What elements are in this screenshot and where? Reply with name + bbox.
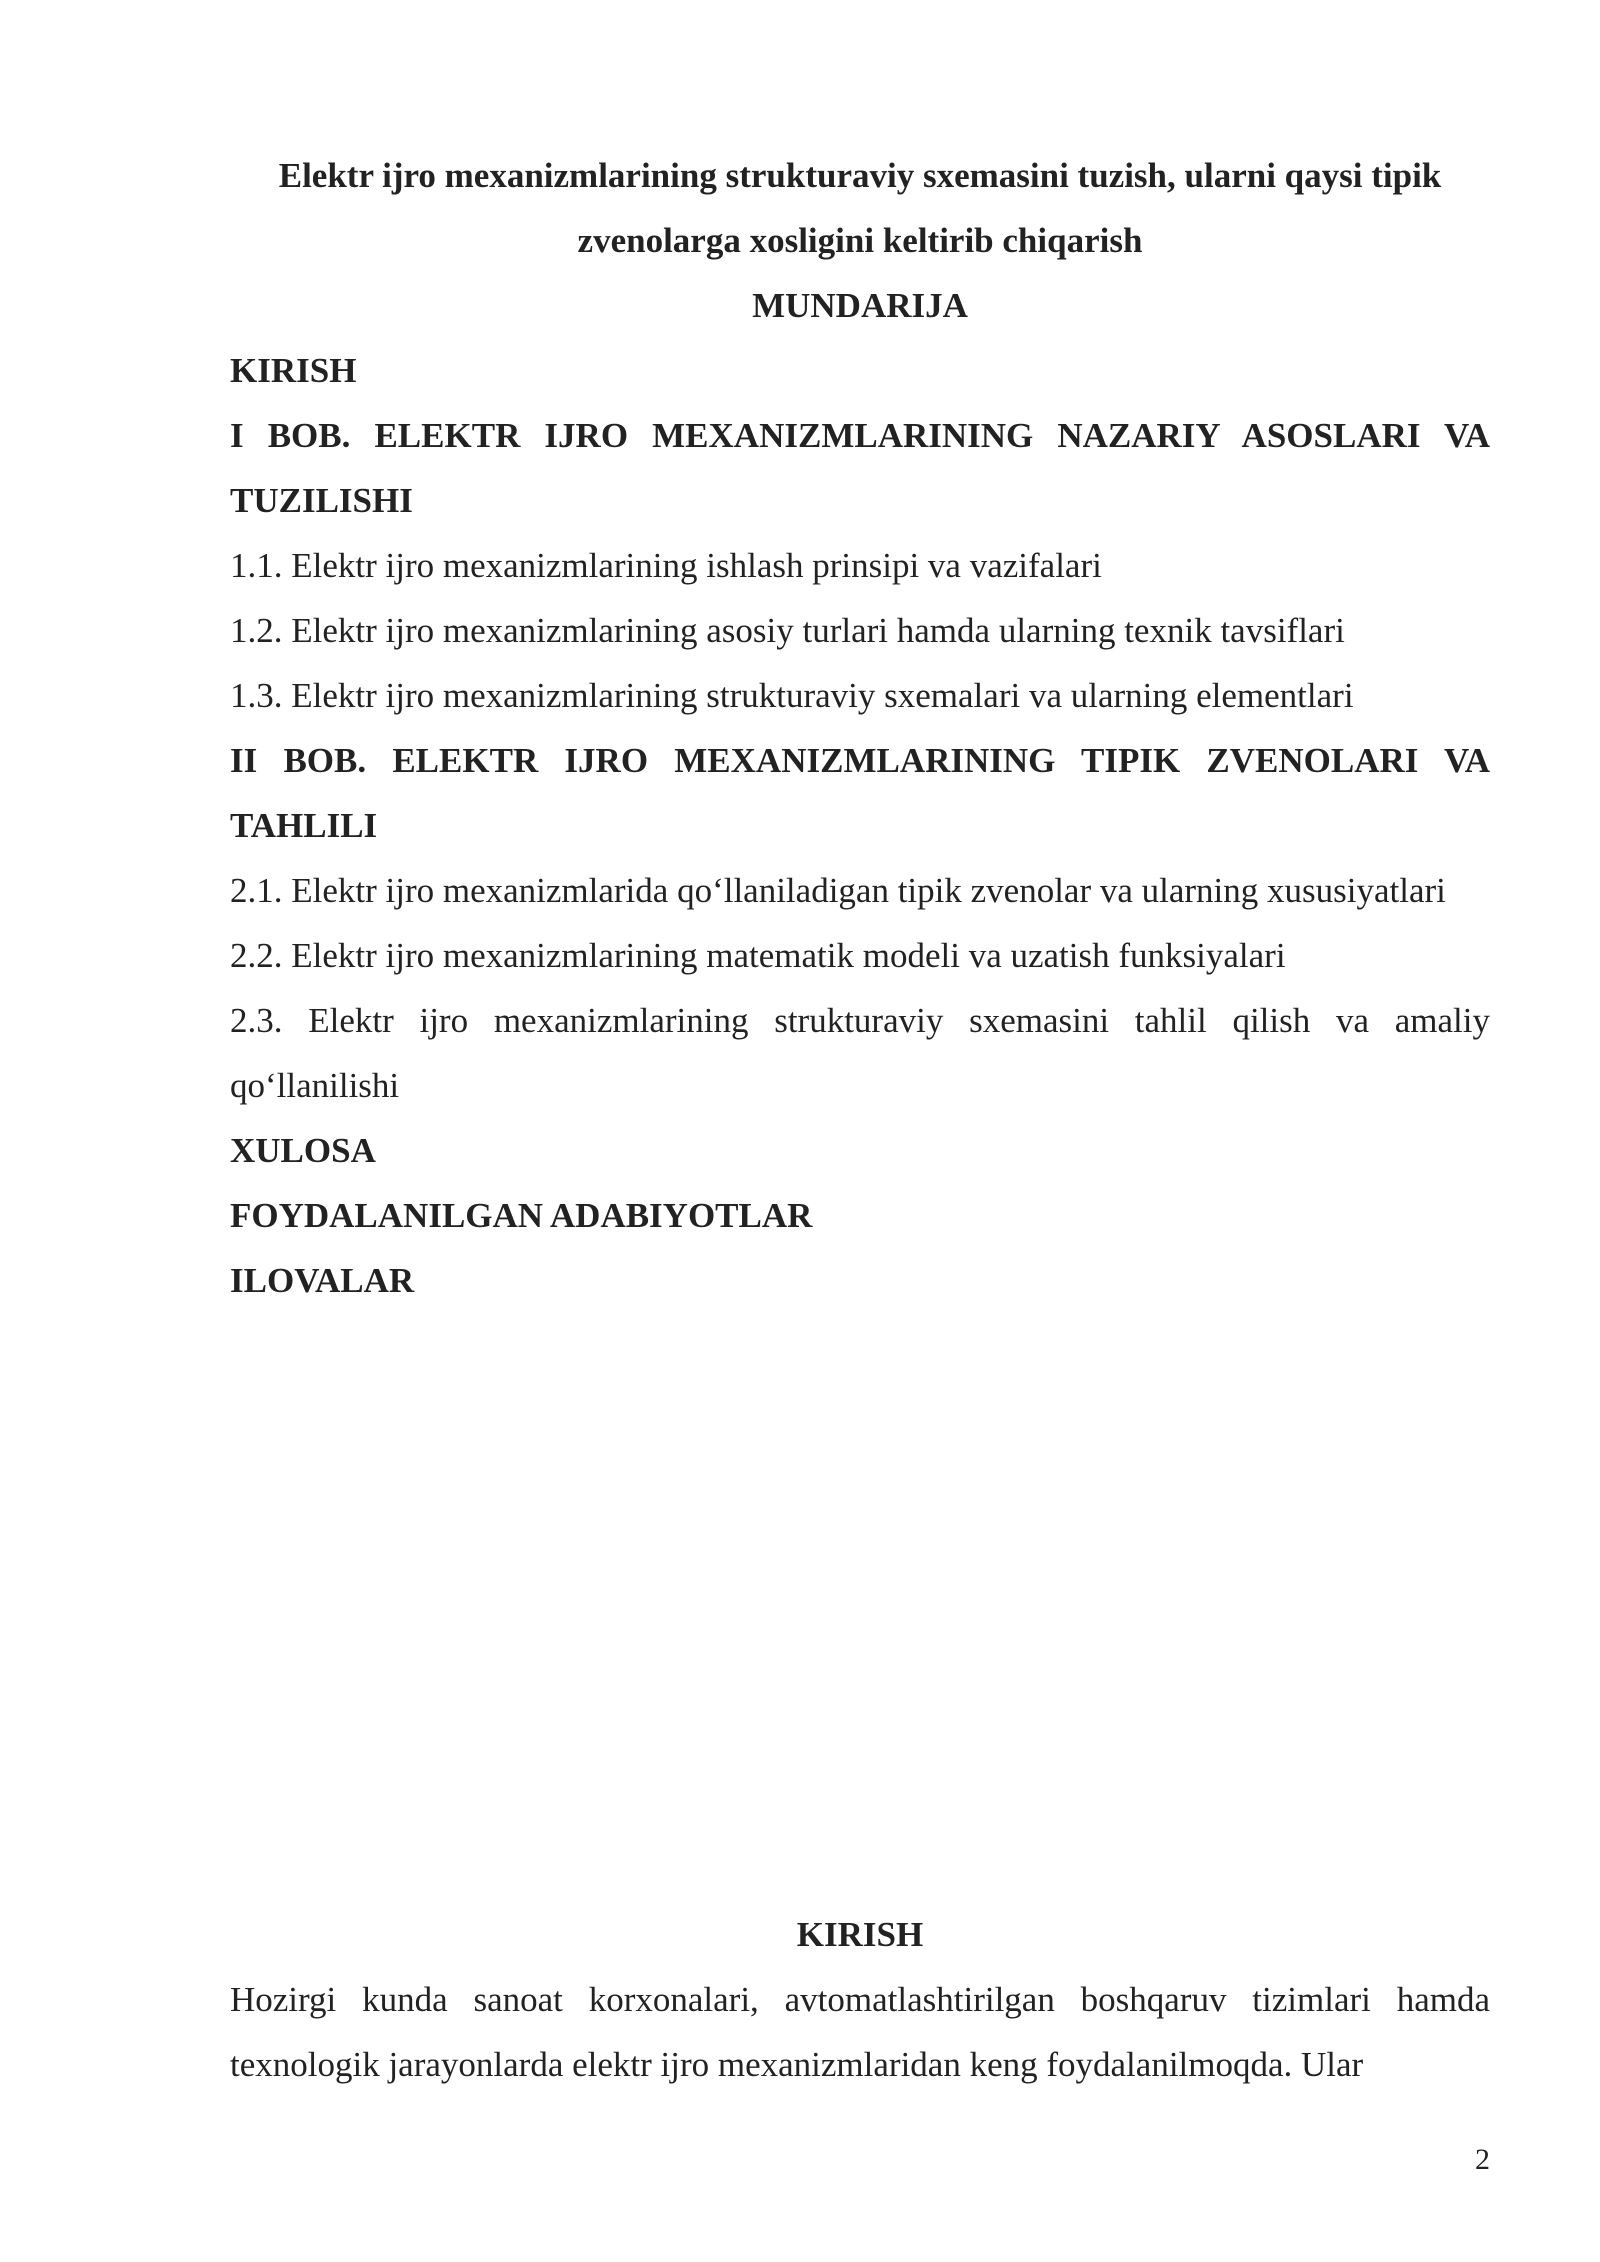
toc-item: 2.3. Elektr ijro mexanizmlarining strukturaviy sxemasini tahlil qilish va amaliy qo‘llanilishi [230, 1001, 1490, 1105]
toc-heading: MUNDARIJA [752, 286, 968, 325]
toc-item: I BOB. ELEKTR IJRO MEXANIZMLARINING NAZARIY ASOSLARI VA TUZILISHI [230, 416, 1490, 520]
toc-item: XULOSA [230, 1131, 376, 1170]
toc-item: 1.2. Elektr ijro mexanizmlarining asosiy turlari hamda ularning texnik tavsiflari [230, 611, 1345, 650]
toc-item: 2.2. Elektr ijro mexanizmlarining matematik modeli va uzatish funksiyalari [230, 936, 1286, 975]
toc-item: 1.1. Elektr ijro mexanizmlarining ishlash prinsipi va vazifalari [230, 546, 1102, 585]
introduction-section [230, 1902, 1490, 2097]
toc-item: II BOB. ELEKTR IJRO MEXANIZMLARINING TIPIK ZVENOLARI VA TAHLILI [230, 741, 1490, 845]
toc-item: KIRISH [230, 351, 357, 390]
document-title: Elektr ijro mexanizmlarining strukturaviy sxemasini tuzish, ularni qaysi tipik zvenolarga xosligini keltirib chiqarish [278, 156, 1442, 260]
toc-item: 1.3. Elektr ijro mexanizmlarining strukturaviy sxemalari va ularning elementlari [230, 676, 1354, 715]
intro-paragraph: Hozirgi kunda sanoat korxonalari, avtomatlashtirilgan boshqaruv tizimlari hamda texnologik jarayonlarda elektr ijro mexanizmlaridan keng foydalanilmoqda. Ular [230, 1980, 1490, 2084]
intro-heading: KIRISH [796, 1915, 924, 1954]
toc-item: FOYDALANILGAN ADABIYOTLAR [230, 1196, 813, 1235]
page-number: 2 [1475, 2143, 1490, 2176]
toc-item: 2.1. Elektr ijro mexanizmlarida qo‘llaniladigan tipik zvenolar va ularning xususiyatlari [230, 871, 1446, 910]
toc-item: ILOVALAR [230, 1261, 415, 1300]
table-of-contents-section [230, 143, 1490, 1313]
